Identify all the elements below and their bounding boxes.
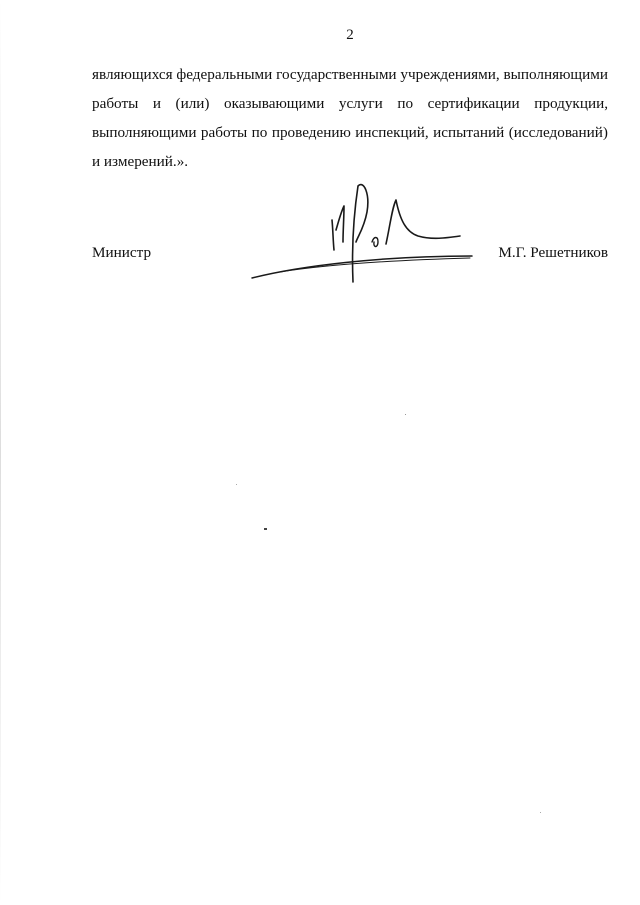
scan-speck	[540, 812, 541, 813]
handwritten-signature	[240, 178, 480, 288]
paragraph-line: являющихся федеральными государственными учреждениями, выполняющими	[92, 66, 608, 83]
signer-name: М.Г. Решетников	[498, 244, 608, 261]
signer-role: Министр	[92, 244, 152, 261]
paragraph	[92, 60, 608, 176]
scan-speck	[236, 484, 237, 485]
scan-speck	[264, 528, 267, 530]
page-number: 2	[346, 27, 354, 43]
paragraph-line: и измерений.».	[92, 153, 189, 170]
paragraph-line: работы и (или) оказывающими услуги по сертификации продукции,	[92, 95, 608, 112]
page-edge	[0, 0, 1, 905]
paragraph-line: выполняющими работы по проведению инспекций, испытаний (исследований)	[92, 124, 608, 141]
scan-speck	[405, 414, 406, 415]
